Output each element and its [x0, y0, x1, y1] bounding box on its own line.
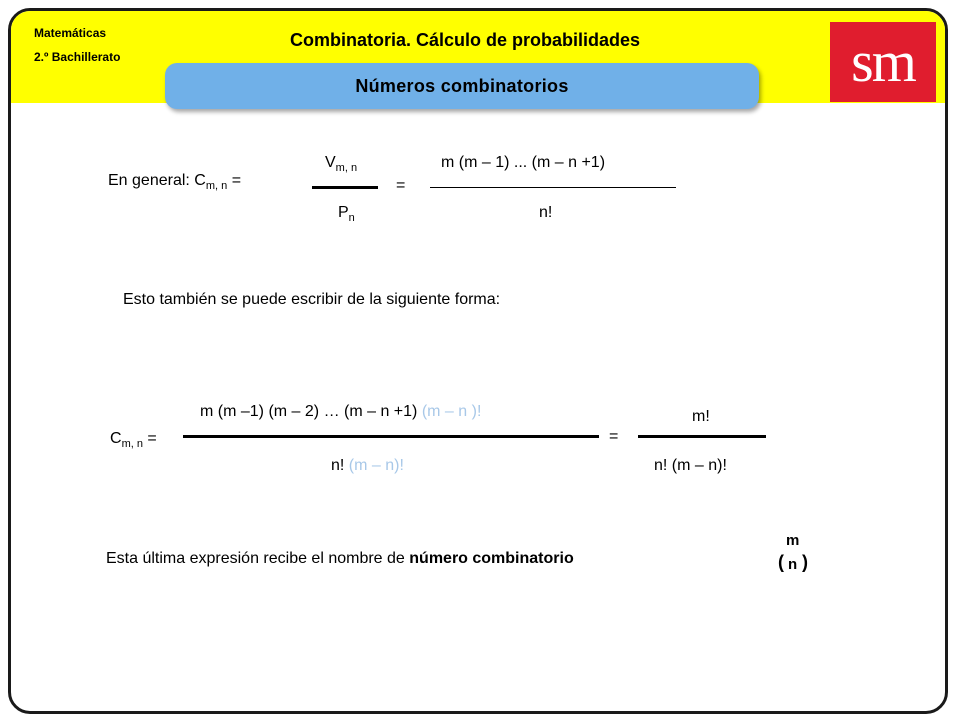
- sm-logo: sm: [830, 22, 936, 102]
- formula2-num-black: m (m –1) (m – 2) … (m – n +1): [200, 403, 418, 420]
- formula2-num2: m!: [692, 408, 710, 425]
- formula2-lead-sub: m, n: [121, 438, 143, 451]
- section-title: Números combinatorios: [355, 76, 569, 96]
- formula2-lead: [110, 430, 157, 450]
- binomial-top: m: [786, 532, 800, 549]
- formula1-num1-text: V: [325, 154, 336, 171]
- formula2-num-gray: (m – n )!: [421, 403, 482, 420]
- formula2-lead-text: C: [110, 430, 122, 447]
- level-label: 2.º Bachillerato: [34, 50, 121, 64]
- formula1-lead: [108, 172, 241, 192]
- formula1-fraction-bar-1: [312, 186, 378, 189]
- formula2-denominator: [331, 457, 404, 475]
- binomial-right-paren: ): [802, 552, 808, 572]
- conclusion-bold: número combinatorio: [409, 550, 574, 567]
- subject-label: Matemáticas: [34, 26, 107, 40]
- formula1-num1: [325, 154, 357, 174]
- formula1-den1: [338, 204, 355, 224]
- formula1-num2: m (m – 1) ... (m – n +1): [441, 154, 606, 171]
- formula1-lead-text: En general: C: [108, 172, 206, 189]
- binomial-left-paren: (: [778, 552, 784, 572]
- note-text: Esto también se puede escribir de la siguiente forma:: [123, 291, 501, 308]
- formula1-den1-sub: n: [348, 212, 355, 225]
- formula1-fraction-bar-2: [430, 187, 676, 188]
- formula2-den2: n! (m – n)!: [654, 457, 727, 474]
- formula2-numerator: [200, 403, 481, 421]
- formula2-fraction-bar-2: [638, 435, 766, 438]
- formula1-den2: n!: [539, 204, 553, 221]
- page-title: Combinatoria. Cálculo de probabilidades: [290, 30, 641, 50]
- formula1-num1-sub: m, n: [335, 162, 358, 175]
- formula2-lead-eq: =: [147, 430, 157, 447]
- binomial-bottom: n: [788, 556, 798, 573]
- formula1-equals: =: [396, 177, 406, 194]
- formula1-den1-text: P: [338, 204, 349, 221]
- formula2-equals: =: [609, 428, 619, 445]
- conclusion-text: [106, 550, 574, 568]
- formula2-den-gray: (m – n)!: [348, 457, 404, 474]
- formula2-den-black: n!: [331, 457, 345, 474]
- formula1-lead-eq: =: [231, 172, 242, 189]
- formula1-lead-sub: m, n: [205, 180, 228, 193]
- conclusion-plain: Esta última expresión recibe el nombre de: [106, 550, 410, 567]
- formula2-fraction-bar-1: [183, 435, 599, 438]
- slide-frame: [8, 8, 948, 714]
